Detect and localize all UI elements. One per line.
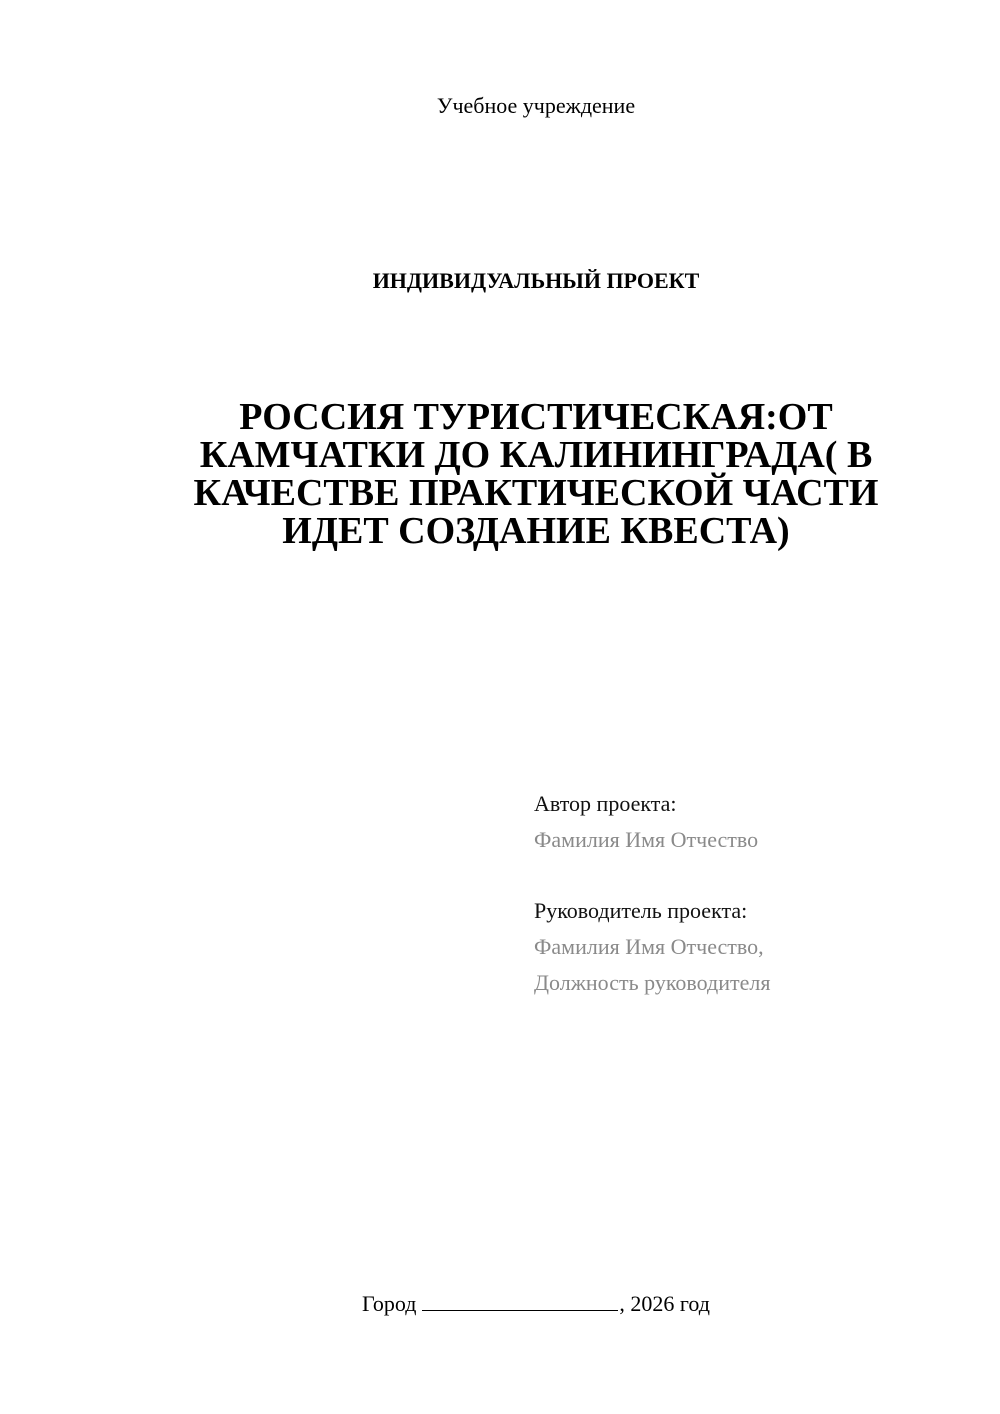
supervisor-position-placeholder: Должность руководителя [534,970,771,995]
document-type: ИНДИВИДУАЛЬНЫЙ ПРОЕКТ [372,268,700,293]
author-name-placeholder: Фамилия Имя Отчество [534,827,759,852]
supervisor-block [534,893,770,1001]
project-title-line: КАМЧАТКИ ДО КАЛИНИНГРАДА( В [199,434,873,476]
project-title-line: ИДЕТ СОЗДАНИЕ КВЕСТА) [282,510,790,552]
author-label: Автор проекта: [534,791,677,816]
institution-name: Учебное учреждение [436,93,636,118]
project-title-line: КАЧЕСТВЕ ПРАКТИЧЕСКОЙ ЧАСТИ [193,472,879,514]
author-block [534,786,758,858]
project-title-line: РОССИЯ ТУРИСТИЧЕСКАЯ:ОТ [239,396,833,438]
city-blank-line [422,1290,618,1311]
supervisor-label: Руководитель проекта: [534,898,748,923]
city-year-line [0,1290,1000,1318]
supervisor-name-placeholder: Фамилия Имя Отчество, [534,934,764,959]
city-label: Город [362,1291,417,1316]
project-title [150,398,922,550]
year-text: , 2026 год [619,1291,710,1316]
